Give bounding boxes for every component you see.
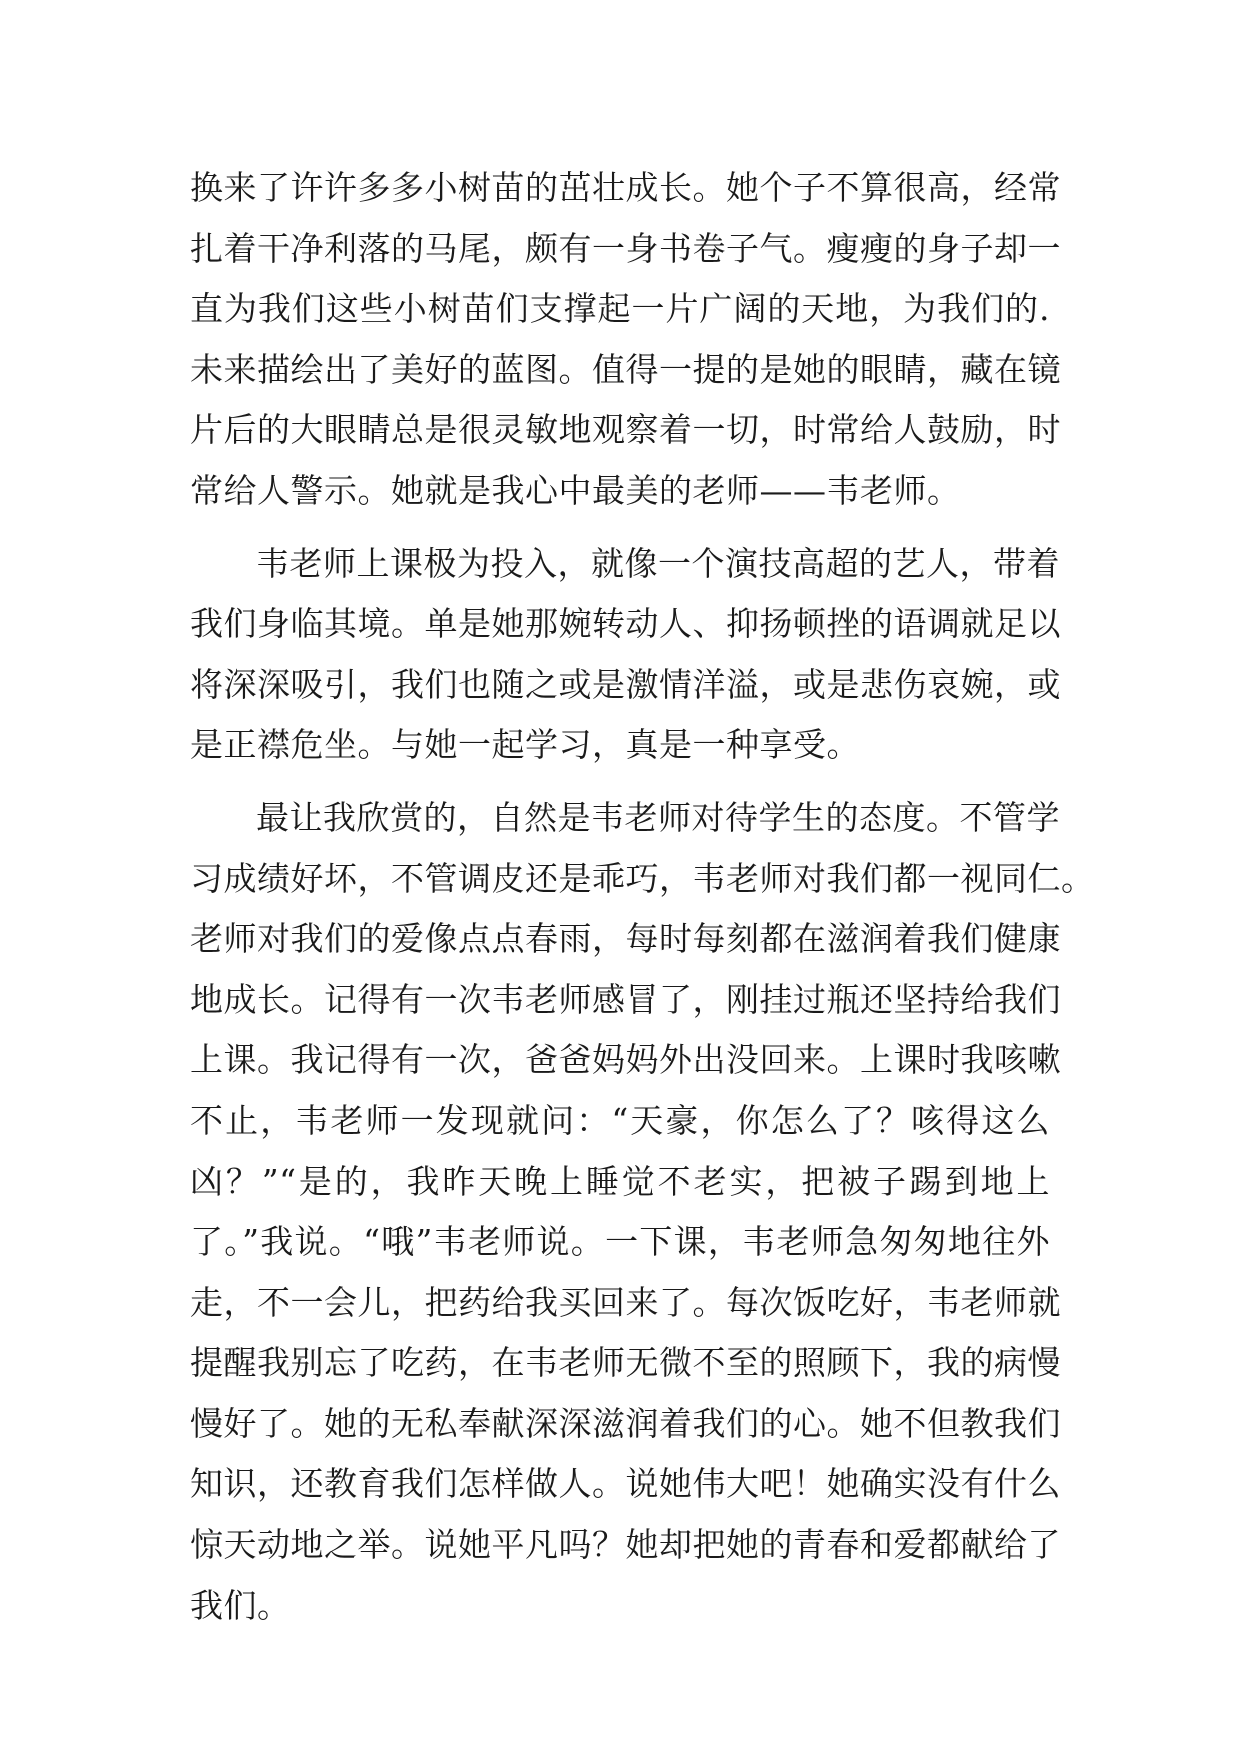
- paragraph-3: [190, 788, 1095, 1636]
- text-line: 慢好了。她的无私奉献深深滋润着我们的心。她不但教我们: [190, 1403, 1061, 1443]
- text-line: 将深深吸引，我们也随之或是激情洋溢，或是悲伤哀婉，或: [190, 664, 1061, 704]
- text-line: 走，不一会儿，把药给我买回来了。每次饭吃好，韦老师就: [190, 1282, 1061, 1322]
- text-line: 惊天动地之举。说她平凡吗？她却把她的青春和爱都献给了: [190, 1525, 1061, 1565]
- text-line: 上课。我记得有一次，爸爸妈妈外出没回来。上课时我咳嗽: [190, 1040, 1061, 1080]
- text-line: 我们。: [190, 1585, 291, 1625]
- text-line: 最让我欣赏的，自然是韦老师对待学生的态度。不管学: [256, 797, 1060, 837]
- text-line: 常给人警示。她就是我心中最美的老师——韦老师。: [190, 470, 961, 510]
- text-line: 不止，韦老师一发现就问：“天豪，你怎么了？咳得这么: [190, 1100, 1050, 1140]
- text-line: 是正襟危坐。与她一起学习，真是一种享受。: [190, 725, 860, 765]
- essay-body: [190, 158, 1095, 1636]
- text-line: 提醒我别忘了吃药，在韦老师无微不至的照顾下，我的病慢: [190, 1343, 1061, 1383]
- text-line: 了。”我说。“哦”韦老师说。一下课，韦老师急匆匆地往外: [190, 1222, 1050, 1262]
- text-line: 知识，还教育我们怎样做人。说她伟大吧！她确实没有什么: [190, 1464, 1061, 1504]
- text-line: 凶？”“是的，我昨天晚上睡觉不老实，把被子踢到地上: [190, 1161, 1050, 1201]
- text-line: 韦老师上课极为投入，就像一个演技高超的艺人，带着: [256, 543, 1060, 583]
- paragraph-gap: [190, 776, 1050, 788]
- text-line: 老师对我们的爱像点点春雨，每时每刻都在滋润着我们健康: [190, 919, 1061, 959]
- text-line: 未来描绘出了美好的蓝图。值得一提的是她的眼睛，藏在镜: [190, 349, 1061, 389]
- paragraph-gap: [190, 522, 1050, 534]
- text-line: 直为我们这些小树苗们支撑起一片广阔的天地，为我们的.: [190, 289, 1050, 329]
- text-line: 我们身临其境。单是她那婉转动人、抑扬顿挫的语调就足以: [190, 604, 1061, 644]
- text-line: 地成长。记得有一次韦老师感冒了，刚挂过瓶还坚持给我们: [190, 979, 1061, 1019]
- paragraph-2: [190, 534, 1061, 776]
- text-line: 换来了许许多多小树苗的茁壮成长。她个子不算很高，经常: [190, 168, 1061, 207]
- text-line: 片后的大眼睛总是很灵敏地观察着一切，时常给人鼓励，时: [190, 410, 1061, 450]
- paragraph-1: [190, 158, 1061, 522]
- text-line: 习成绩好坏，不管调皮还是乖巧，韦老师对我们都一视同仁。: [190, 858, 1095, 898]
- text-line: 扎着干净利落的马尾，颇有一身书卷子气。瘦瘦的身子却一: [190, 228, 1061, 268]
